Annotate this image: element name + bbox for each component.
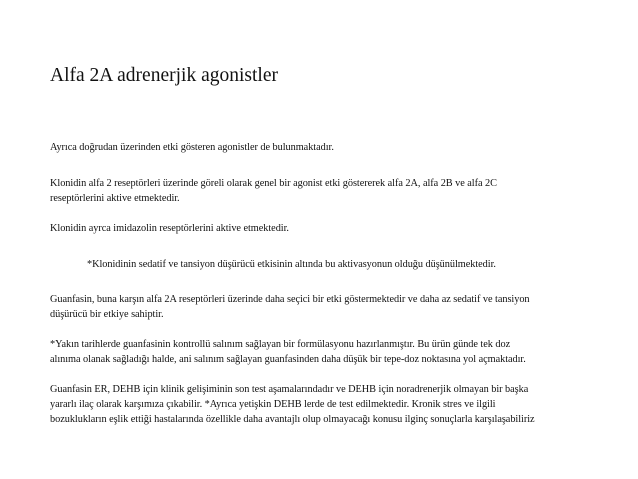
paragraph-clonidine-sedative-note [87,257,638,272]
paragraph-line: alınıma olanak sağladığı halde, ani salınım sağlayan guanfasinden daha düşük bir tepe-doz noktasına yol açmaktadır. [50,354,526,365]
paragraph-line: Klonidin alfa 2 reseptörleri üzerinde göreli olarak genel bir agonist etki göstererek alfa 2A, alfa 2B ve alfa 2C [50,178,497,189]
paragraph-line: *Klonidinin sedatif ve tansiyon düşürücü etkisinin altında bu aktivasyonun olduğu düşünülmektedir. [87,259,496,270]
slide-title: Alfa 2A adrenerjik agonistler [50,65,278,86]
paragraph-line: Guanfasin, buna karşın alfa 2A reseptörleri üzerinde daha seçici bir etki göstermektedir ve daha az sedatif ve tansiyon [50,294,530,305]
paragraph-line: Ayrıca doğrudan üzerinden etki gösteren agonistler de bulunmaktadır. [50,142,334,153]
paragraph-line: Guanfasin ER, DEHB için klinik gelişiminin son test aşamalarındadır ve DEHB için noradrenerjik olmayan bir başka [50,384,529,395]
paragraph-line: reseptörlerini aktive etmektedir. [50,193,180,204]
paragraph-clonidine-receptors [50,176,610,206]
paragraph-line: Klonidin ayrca imidazolin reseptörlerini aktive etmektedir. [50,223,289,234]
paragraph-line: bozuklukların eşlik ettiği hastalarında özellikle daha avantajlı olup olmayacağı konusu ilginç sonuçlarla karşılaşabiliriz [50,414,535,425]
paragraph-guanfacine-er-adhd [50,382,610,427]
paragraph-guanfacine-selective [50,292,610,322]
paragraph-guanfacine-extended-release [50,337,610,367]
paragraph-line: *Yakın tarihlerde guanfasinin kontrollü salınım sağlayan bir formülasyonu hazırlanmıştır. Bu ürün günde tek doz [50,339,511,350]
paragraph-clonidine-imidazoline [50,221,610,236]
paragraph-line: düşürücü bir etkiye sahiptir. [50,309,164,320]
paragraph-direct-agonists [50,140,610,155]
paragraph-line: yararlı ilaç olarak karşımıza çıkabilir. *Ayrıca yetişkin DEHB lerde de test edilmektedir. Kronik stres ve ilgili [50,399,496,410]
